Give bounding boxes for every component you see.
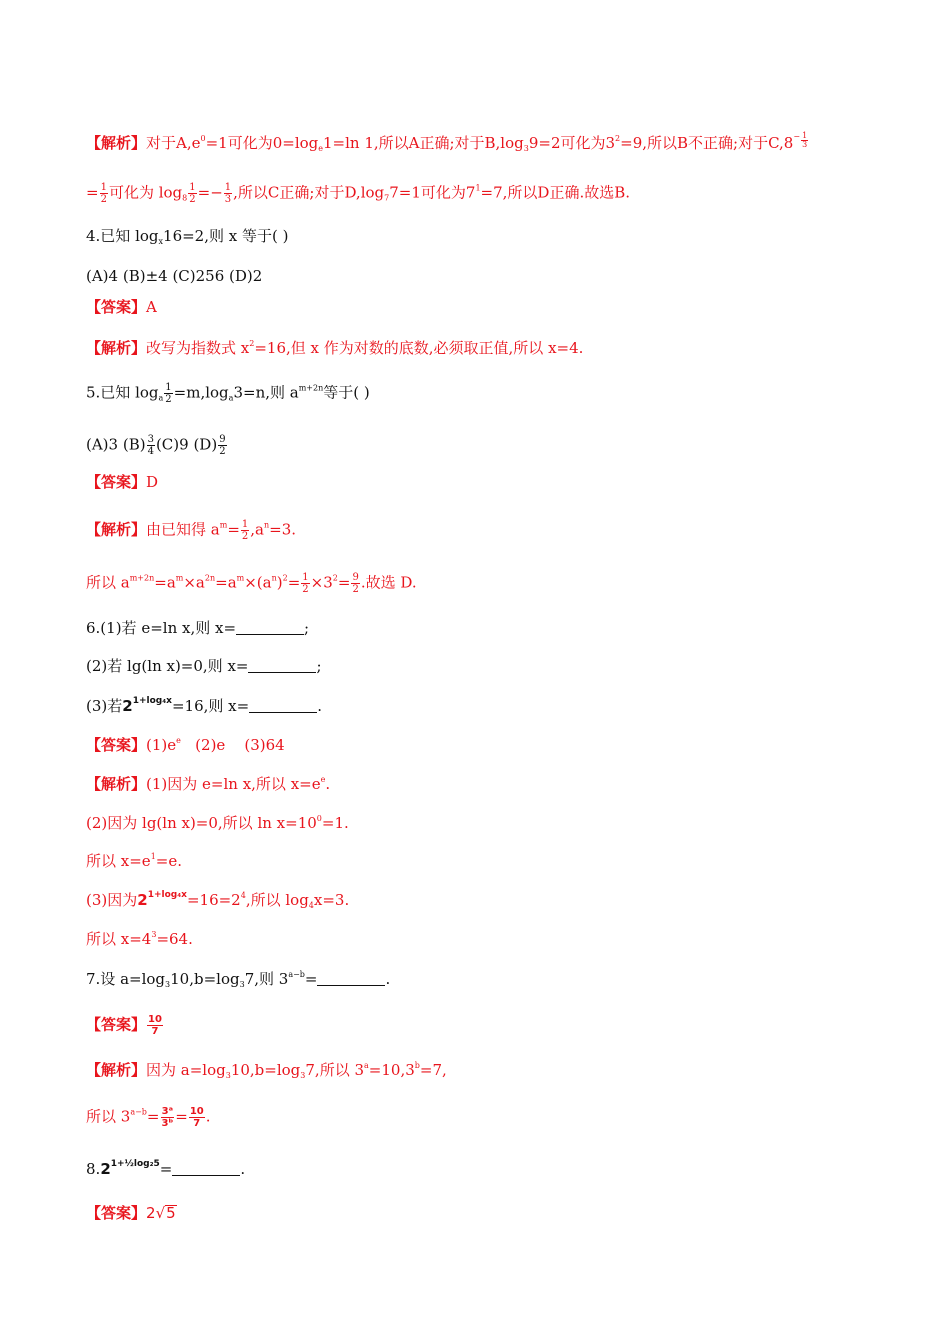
text: 所以 a <box>86 573 130 592</box>
sub: 8 <box>182 193 188 203</box>
numerator: 1 <box>189 182 196 193</box>
power-base: 2 <box>137 891 148 909</box>
q6-analysis-3 <box>86 851 182 871</box>
fraction <box>188 182 196 205</box>
neg-sign: − <box>793 132 801 141</box>
answer-label: 【答案】 <box>86 736 147 754</box>
denominator: 3ᵇ <box>161 1118 174 1129</box>
numerator: 9 <box>352 572 359 583</box>
analysis-label: 【解析】 <box>86 339 147 357</box>
text: . <box>385 970 391 988</box>
text: =10,3 <box>368 1061 415 1079</box>
text: . <box>205 1107 211 1126</box>
text: =7,所以D正确.故选B. <box>480 183 630 202</box>
text: 16=2,则 x 等于( ) <box>163 227 289 245</box>
q6-stem-1 <box>86 618 309 638</box>
q3-analysis-line1 <box>86 132 809 153</box>
text: 8. <box>86 1160 101 1178</box>
denominator: 2 <box>219 446 226 457</box>
text: =16=2 <box>186 891 241 909</box>
text: 9=2可化为3 <box>528 134 616 152</box>
numerator: 3 <box>147 434 154 445</box>
sup: 2 <box>249 339 255 348</box>
text: 1=ln 1,所以A正确;对于B,log <box>322 134 524 152</box>
sup: 1 <box>475 183 481 193</box>
answer-value: D <box>146 473 159 491</box>
numerator: 1 <box>302 572 309 583</box>
analysis-label: 【解析】 <box>86 134 147 152</box>
numerator: 1 <box>100 182 107 193</box>
sup: n <box>264 520 270 530</box>
sub: 7 <box>384 193 390 203</box>
text: (1)因为 e=ln x,所以 x=e <box>146 775 321 793</box>
sup: a−b <box>130 1107 147 1117</box>
sub: 3 <box>300 1071 306 1080</box>
text: 所以 x=4 <box>86 930 152 948</box>
fraction <box>224 182 232 205</box>
text: . <box>240 1160 246 1178</box>
text: =16,但 x 作为对数的底数,必须取正值,所以 x=4. <box>254 339 584 357</box>
analysis-label: 【解析】 <box>86 1061 147 1079</box>
text: x=3. <box>313 891 350 909</box>
sup: 3 <box>151 930 157 939</box>
text: . <box>325 775 331 793</box>
answer-blank[interactable] <box>249 698 317 713</box>
denominator: 2 <box>302 584 309 595</box>
q4-analysis <box>86 338 583 358</box>
text: 等于( ) <box>323 383 370 402</box>
text: (2)因为 lg(ln x)=0,所以 ln x=10 <box>86 814 317 832</box>
answer-label: 【答案】 <box>86 298 147 316</box>
text: =1. <box>321 814 349 832</box>
sup: a <box>364 1061 369 1070</box>
sup: 1 <box>150 852 156 861</box>
answer-value: A <box>146 298 157 316</box>
text: =m,log <box>173 383 229 402</box>
text: = <box>175 1107 188 1126</box>
text: =a <box>215 573 237 592</box>
sup: 2 <box>282 573 288 583</box>
fraction <box>301 572 309 595</box>
text: ×(a <box>244 573 272 592</box>
denominator: 2 <box>241 531 249 542</box>
sup: 0 <box>316 814 322 823</box>
text: =64. <box>156 930 193 948</box>
text: 7,则 3 <box>244 970 289 988</box>
text: (2)e (3)64 <box>180 736 285 754</box>
denominator: 3 <box>224 194 232 205</box>
numerator: 9 <box>219 434 226 445</box>
q6-stem-2 <box>86 656 322 676</box>
denominator: 2 <box>189 194 196 205</box>
text: ×3 <box>310 573 333 592</box>
text: 可化为 log <box>108 183 183 202</box>
denominator: 2 <box>100 194 107 205</box>
sup: m <box>175 573 184 583</box>
sub: e <box>318 144 323 153</box>
sup: e <box>320 775 326 784</box>
sub: 3 <box>523 144 529 153</box>
text: 5.已知 log <box>86 383 159 402</box>
numerator: 3ᵃ <box>161 1106 174 1117</box>
fraction <box>164 382 172 405</box>
fraction <box>160 1106 174 1129</box>
denominator: 2 <box>352 584 359 595</box>
text: =1可化为0=log <box>205 134 319 152</box>
sup: m <box>236 573 245 583</box>
sup: n <box>271 573 277 583</box>
text: =16,则 x= <box>171 697 250 715</box>
power-exponent: 1+log₄x <box>147 890 187 900</box>
q5-stem <box>86 382 370 405</box>
text: = <box>227 520 240 539</box>
answer-label: 【答案】 <box>86 473 147 491</box>
sub: x <box>158 237 164 246</box>
text: 由已知得 a <box>146 520 220 539</box>
numerator: 1 <box>224 182 232 193</box>
text: (1)e <box>146 736 177 754</box>
sup: 2n <box>204 573 216 583</box>
numerator: 10 <box>189 1106 204 1117</box>
q5-answer <box>86 472 158 492</box>
power-exponent: 1+½log₂5 <box>110 1159 160 1169</box>
power-base: 2 <box>122 697 133 715</box>
analysis-label: 【解析】 <box>86 520 147 539</box>
sup: 2 <box>615 134 621 143</box>
numerator: 10 <box>148 1014 162 1025</box>
text: = <box>304 970 318 988</box>
answer-label: 【答案】 <box>86 1015 147 1034</box>
text: = <box>287 573 301 592</box>
text: . <box>317 697 322 715</box>
text: ,所以C正确;对于D,log <box>233 183 385 202</box>
text: ; <box>304 619 310 637</box>
denominator: 7 <box>151 1026 159 1037</box>
fraction <box>351 572 359 595</box>
options-text: (A)4 (B)±4 (C)256 (D)2 <box>86 267 263 285</box>
answer-label: 【答案】 <box>86 1204 147 1222</box>
answer-blank[interactable] <box>248 658 316 673</box>
text: .故选 D. <box>360 573 417 592</box>
text: 改写为指数式 x <box>146 339 250 357</box>
denominator: 2 <box>165 394 172 405</box>
denominator: 7 <box>193 1118 201 1129</box>
sub: a <box>158 393 164 403</box>
text: =7, <box>419 1061 447 1079</box>
q5-options <box>86 434 228 457</box>
sub: 3 <box>165 980 171 989</box>
answer-blank[interactable] <box>236 620 304 635</box>
answer-fraction <box>147 1014 163 1037</box>
q6-analysis-4 <box>86 890 349 910</box>
text: = <box>337 573 351 592</box>
q3-analysis-line2: = $\frac{1}{2}$ 可化为 $\log_8$ $\frac{1}{2}$ =− $\frac{1}{3}$ ,所以C正确;对于$D,\log_77=1$可化为$7^1=7$,所以D正确.故选B. <box>86 182 630 205</box>
text: 因为 a=log <box>146 1061 226 1079</box>
text: =9,所以B不正确;对于C,8 <box>620 134 794 152</box>
text: =3. <box>269 520 297 539</box>
text: ×a <box>183 573 205 592</box>
text: ; <box>316 657 322 675</box>
sub: 3 <box>239 980 245 989</box>
text: ,a <box>250 520 264 539</box>
text: 7.设 a=log <box>86 970 166 988</box>
q6-stem-3 <box>86 696 322 716</box>
text: (2)若 lg(ln x)=0,则 x= <box>86 657 249 675</box>
sup: b <box>414 1061 420 1070</box>
denominator: 4 <box>147 446 154 457</box>
fraction <box>189 1106 205 1129</box>
text: 10,b=log <box>230 1061 301 1079</box>
sqrt-icon: √ <box>155 1204 166 1222</box>
text: 6.(1)若 e=ln x,则 x= <box>86 619 237 637</box>
denominator: 3 <box>802 140 808 149</box>
numerator: 1 <box>165 382 172 393</box>
text: = <box>159 1160 173 1178</box>
text: ,所以 log <box>245 891 309 909</box>
numerator: 1 <box>802 131 808 140</box>
sup: m+2n <box>129 573 155 583</box>
q8-stem <box>86 1159 245 1179</box>
sup: 2 <box>332 573 338 583</box>
sup: m <box>219 520 228 530</box>
q6-analysis-1 <box>86 774 330 794</box>
q8-answer <box>86 1203 177 1223</box>
text: (3)若 <box>86 697 123 715</box>
analysis-label: 【解析】 <box>86 775 147 793</box>
radicand: 5 <box>166 1204 176 1222</box>
text: 7,所以 3 <box>305 1061 365 1079</box>
q6-analysis-2 <box>86 813 349 833</box>
sub: 3 <box>225 1071 231 1080</box>
numerator: 1 <box>241 519 249 530</box>
exponent-fraction <box>801 132 808 149</box>
power-base: 2 <box>100 1160 111 1178</box>
fraction <box>218 434 226 457</box>
sup: 0 <box>200 134 206 143</box>
q7-answer <box>86 1014 164 1037</box>
text: 3=n,则 a <box>233 383 299 402</box>
sub: a <box>228 393 234 403</box>
text: 10,b=log <box>170 970 240 988</box>
text: (A)3 (B) <box>86 435 146 454</box>
text: ) <box>276 573 283 592</box>
sup: e <box>176 736 181 745</box>
text: =e. <box>155 852 182 870</box>
q5-analysis <box>86 519 296 542</box>
q4-options <box>86 266 262 286</box>
text: 7=1可化为7 <box>389 183 476 202</box>
sub: 4 <box>308 901 314 910</box>
q4-stem <box>86 226 288 246</box>
fraction <box>147 434 155 457</box>
fraction <box>100 182 108 205</box>
text: =− <box>197 183 223 202</box>
q6-analysis-5 <box>86 929 193 949</box>
text: 所以 x=e <box>86 852 151 870</box>
q6-answer <box>86 735 285 755</box>
answer-blank[interactable] <box>172 1161 240 1176</box>
q7-analysis-2 <box>86 1106 211 1129</box>
q4-answer <box>86 297 157 317</box>
text: (C)9 (D) <box>155 435 218 454</box>
text: 对于A,e <box>146 134 201 152</box>
sup: m+2n <box>298 383 324 393</box>
answer-coefficient: 2 <box>146 1204 156 1222</box>
q5-analysis-line2 <box>86 572 417 595</box>
sup: 4 <box>240 891 246 900</box>
sup: a−b <box>288 970 305 979</box>
q7-analysis-1 <box>86 1060 447 1080</box>
fraction <box>241 519 249 542</box>
q7-stem <box>86 969 390 989</box>
answer-blank[interactable] <box>317 971 385 986</box>
text: 所以 3 <box>86 1107 131 1126</box>
power-exponent: 1+log₄x <box>132 696 172 706</box>
text: =a <box>154 573 176 592</box>
text: = <box>146 1107 160 1126</box>
text: 4.已知 log <box>86 227 159 245</box>
text: (3)因为 <box>86 891 138 909</box>
